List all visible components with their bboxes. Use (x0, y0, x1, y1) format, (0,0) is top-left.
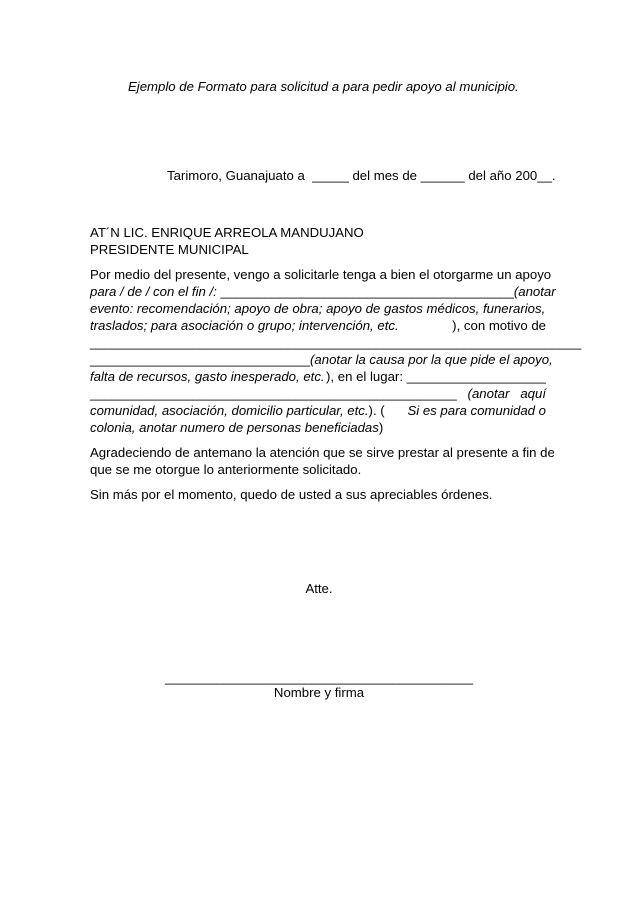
signature-line: __________________________________________ (164, 670, 474, 685)
paragraph3: Sin más por el momento, quedo de usted a sus apreciables órdenes. (90, 487, 493, 502)
paragraph1-line3 (90, 300, 546, 317)
paragraph1-line4 (90, 317, 546, 334)
closing-atte: Atte. (305, 581, 333, 596)
place-prompt: ), en el lugar: ___________________ (326, 369, 546, 384)
paragraph1-line6 (90, 351, 553, 368)
paragraph1-line1-text: Por medio del presente, vengo a solicitarle tenga a bien el otorgarme un apoyo (90, 267, 552, 282)
motive-blank-1: ___________________________________________________________________ (90, 335, 582, 350)
document-heading: Ejemplo de Formato para solicitud a para pedir apoyo al municipio. (128, 79, 519, 94)
community-hint-close: ) (378, 420, 384, 435)
paragraph2-line1 (90, 444, 555, 461)
place-hint-punct: ). ( (368, 403, 385, 418)
place-date-line: Tarimoro, Guanajuato a _____ del mes de ______ del año 200__. (167, 168, 556, 183)
paragraph2-line2: que se me otorgue lo anteriormente solicitado. (90, 462, 362, 477)
motive-prompt: ), con motivo de (452, 318, 546, 333)
purpose-hint-end: traslados; para asociación o grupo; intervención, etc. (90, 318, 399, 333)
place-hint-cont: comunidad, asociación, domicilio particular, etc. (90, 403, 369, 418)
motive-hint: (anotar la causa por la que pide el apoyo, (310, 352, 553, 367)
paragraph1-line8 (90, 385, 546, 402)
motive-blank-2: ______________________________ (90, 352, 311, 367)
paragraph1-line10 (90, 419, 383, 436)
place-blank: __________________________________________________ (90, 386, 457, 401)
community-hint: Si es para comunidad o (407, 403, 546, 418)
paragraph2-line1-text: Agradeciendo de antemano la atención que se sirve prestar al presente a fin de (90, 445, 555, 460)
recipient-title: PRESIDENTE MUNICIPAL (90, 242, 249, 257)
purpose-hint-cont: evento: recomendación; apoyo de obra; apoyo de gastos médicos, funerarios, (90, 301, 546, 316)
purpose-prompt: para / de / con el fin /: (90, 284, 221, 299)
paragraph1-line2 (90, 283, 556, 300)
signature-label: Nombre y firma (273, 685, 365, 700)
purpose-blank: ________________________________________ (220, 284, 514, 299)
paragraph1-line9 (90, 402, 546, 419)
place-hint: (anotar aquí (467, 386, 546, 401)
motive-hint-end: falta de recursos, gasto inesperado, etc. (90, 369, 325, 384)
paragraph1-line7 (90, 368, 546, 385)
recipient-name: AT´N LIC. ENRIQUE ARREOLA MANDUJANO (90, 225, 364, 240)
community-hint-end: colonia, anotar numero de personas beneficiadas (90, 420, 379, 435)
paragraph1-line1 (90, 266, 552, 283)
purpose-hint: (anotar (513, 284, 556, 299)
